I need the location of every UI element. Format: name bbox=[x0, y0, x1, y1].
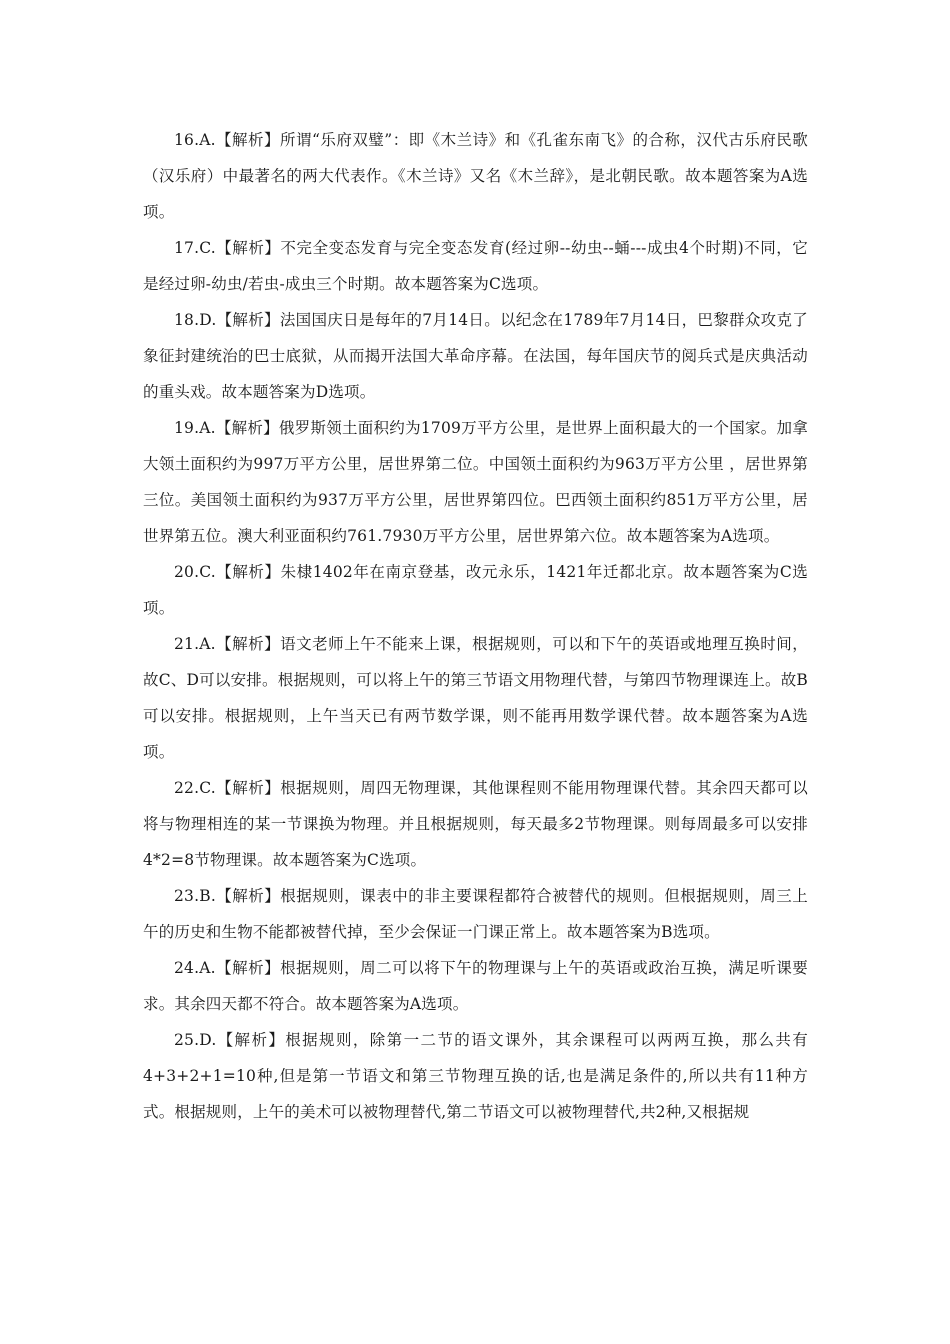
explanation-24: 24.A.【解析】根据规则，周二可以将下午的物理课与上午的英语或政治互换，满足听课要求。其余四天都不符合。故本题答案为A选项。 bbox=[143, 959, 808, 1013]
explanation-19: 19.A.【解析】俄罗斯领土面积约为1709万平方公里，是世界上面积最大的一个国家。加拿大领土面积约为997万平方公里，居世界第二位。中国领土面积约为963万平方公里 ，居世界第三位。美国领土面积约为937万平方公里，居世界第四位。巴西领土面积约851万平方公里，居世界第五位。澳大利亚面积约761.7930万平方公里，居世界第六位。故本题答案为A选项。 bbox=[143, 419, 808, 545]
explanation-22: 22.C.【解析】根据规则，周四无物理课，其他课程则不能用物理课代替。其余四天都可以将与物理相连的某一节课换为物理。并且根据规则，每天最多2节物理课。则每周最多可以安排4*2=8节物理课。故本题答案为C选项。 bbox=[143, 779, 808, 869]
explanation-23: 23.B.【解析】根据规则，课表中的非主要课程都符合被替代的规则。但根据规则，周三上午的历史和生物不能都被替代掉，至少会保证一门课正常上。故本题答案为B选项。 bbox=[143, 887, 808, 941]
explanation-25: 25.D.【解析】根据规则，除第一二节的语文课外，其余课程可以两两互换，那么共有4+3+2+1=10种,但是第一节语文和第三节物理互换的话,也是满足条件的,所以共有11种方式。根据规则，上午的美术可以被物理替代,第二节语文可以被物理替代,共2种,又根据规 bbox=[143, 1031, 808, 1121]
explanation-20: 20.C.【解析】朱棣1402年在南京登基，改元永乐，1421年迁都北京。故本题答案为C选项。 bbox=[143, 563, 808, 617]
answer-explanations bbox=[143, 122, 808, 1130]
explanation-17: 17.C.【解析】不完全变态发育与完全变态发育(经过卵--幼虫--蛹---成虫4个时期)不同，它是经过卵-幼虫/若虫-成虫三个时期。故本题答案为C选项。 bbox=[143, 239, 808, 293]
explanation-21: 21.A.【解析】语文老师上午不能来上课，根据规则，可以和下午的英语或地理互换时间，故C、D可以安排。根据规则，可以将上午的第三节语文用物理代替，与第四节物理课连上。故B可以安排。根据规则，上午当天已有两节数学课，则不能再用数学课代替。故本题答案为A选项。 bbox=[143, 635, 808, 761]
explanation-16: 16.A.【解析】所谓“乐府双璧”：即《木兰诗》和《孔雀东南飞》的合称，汉代古乐府民歌（汉乐府）中最著名的两大代表作。《木兰诗》又名《木兰辞》，是北朝民歌。故本题答案为A选项。 bbox=[143, 131, 808, 221]
explanation-18: 18.D.【解析】法国国庆日是每年的7月14日。以纪念在1789年7月14日，巴黎群众攻克了象征封建统治的巴士底狱，从而揭开法国大革命序幕。在法国，每年国庆节的阅兵式是庆典活动的重头戏。故本题答案为D选项。 bbox=[143, 311, 808, 401]
